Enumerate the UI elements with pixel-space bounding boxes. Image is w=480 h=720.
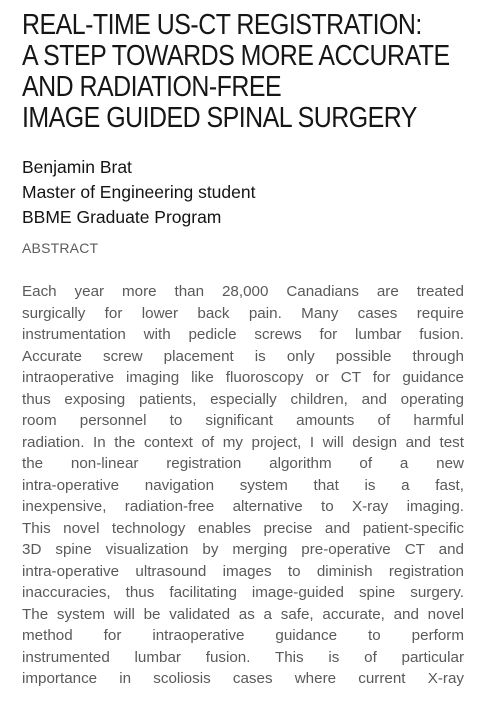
abstract-line: This novel technology enables precise and patient-specific <box>22 519 464 537</box>
abstract-body <box>22 281 464 690</box>
abstract-line: intraoperative imaging like fluoroscopy or CT for guidance <box>22 369 464 386</box>
abstract-line: room personnel to significant amounts of harmful <box>22 412 464 429</box>
abstract-line: surgically for lower back pain. Many cases require <box>22 304 464 322</box>
abstract-line: instrumentation with pedicle screws for lumbar fusion. <box>22 326 464 343</box>
author-name: Benjamin Brat <box>22 157 132 177</box>
author-position: Master of Engineering student <box>22 182 256 202</box>
abstract-line: instrumented lumbar fusion. This is of particular <box>22 648 464 666</box>
abstract-line: inaccuracies, thus facilitating image-guided spine surgery. <box>22 584 464 601</box>
title-line: IMAGE GUIDED SPINAL SURGERY <box>22 102 417 134</box>
abstract-heading: ABSTRACT <box>22 240 99 256</box>
abstract-line: importance in scoliosis cases where current X-ray <box>22 670 464 687</box>
abstract-line: 3D spine visualization by merging pre-operative CT and <box>22 541 464 558</box>
author-program: BBME Graduate Program <box>22 207 222 227</box>
abstract-line: intra-operative ultrasound images to diminish registration <box>22 562 464 580</box>
abstract-line: the non-linear registration algorithm of a new <box>22 455 464 472</box>
abstract-line: radiation. In the context of my project, I will design and test <box>22 433 464 451</box>
title-line: A STEP TOWARDS MORE ACCURATE <box>22 40 450 72</box>
title-line: AND RADIATION-FREE <box>22 71 282 103</box>
abstract-line: Each year more than 28,000 Canadians are treated <box>22 283 464 300</box>
abstract-line: Accurate screw placement is only possible through <box>22 347 464 365</box>
title-line: REAL-TIME US-CT REGISTRATION: <box>22 9 422 41</box>
paper-title <box>22 10 469 134</box>
abstract-line: thus exposing patients, especially children, and operating <box>22 390 464 408</box>
author-block <box>22 155 462 230</box>
abstract-line: intra-operative navigation system that is a fast, <box>22 476 464 494</box>
abstract-line: method for intraoperative guidance to perform <box>22 627 464 644</box>
paper-page <box>22 10 462 690</box>
abstract-line: inexpensive, radiation-free alternative to X-ray imaging. <box>22 498 464 515</box>
abstract-line: The system will be validated as a safe, accurate, and novel <box>22 605 464 623</box>
